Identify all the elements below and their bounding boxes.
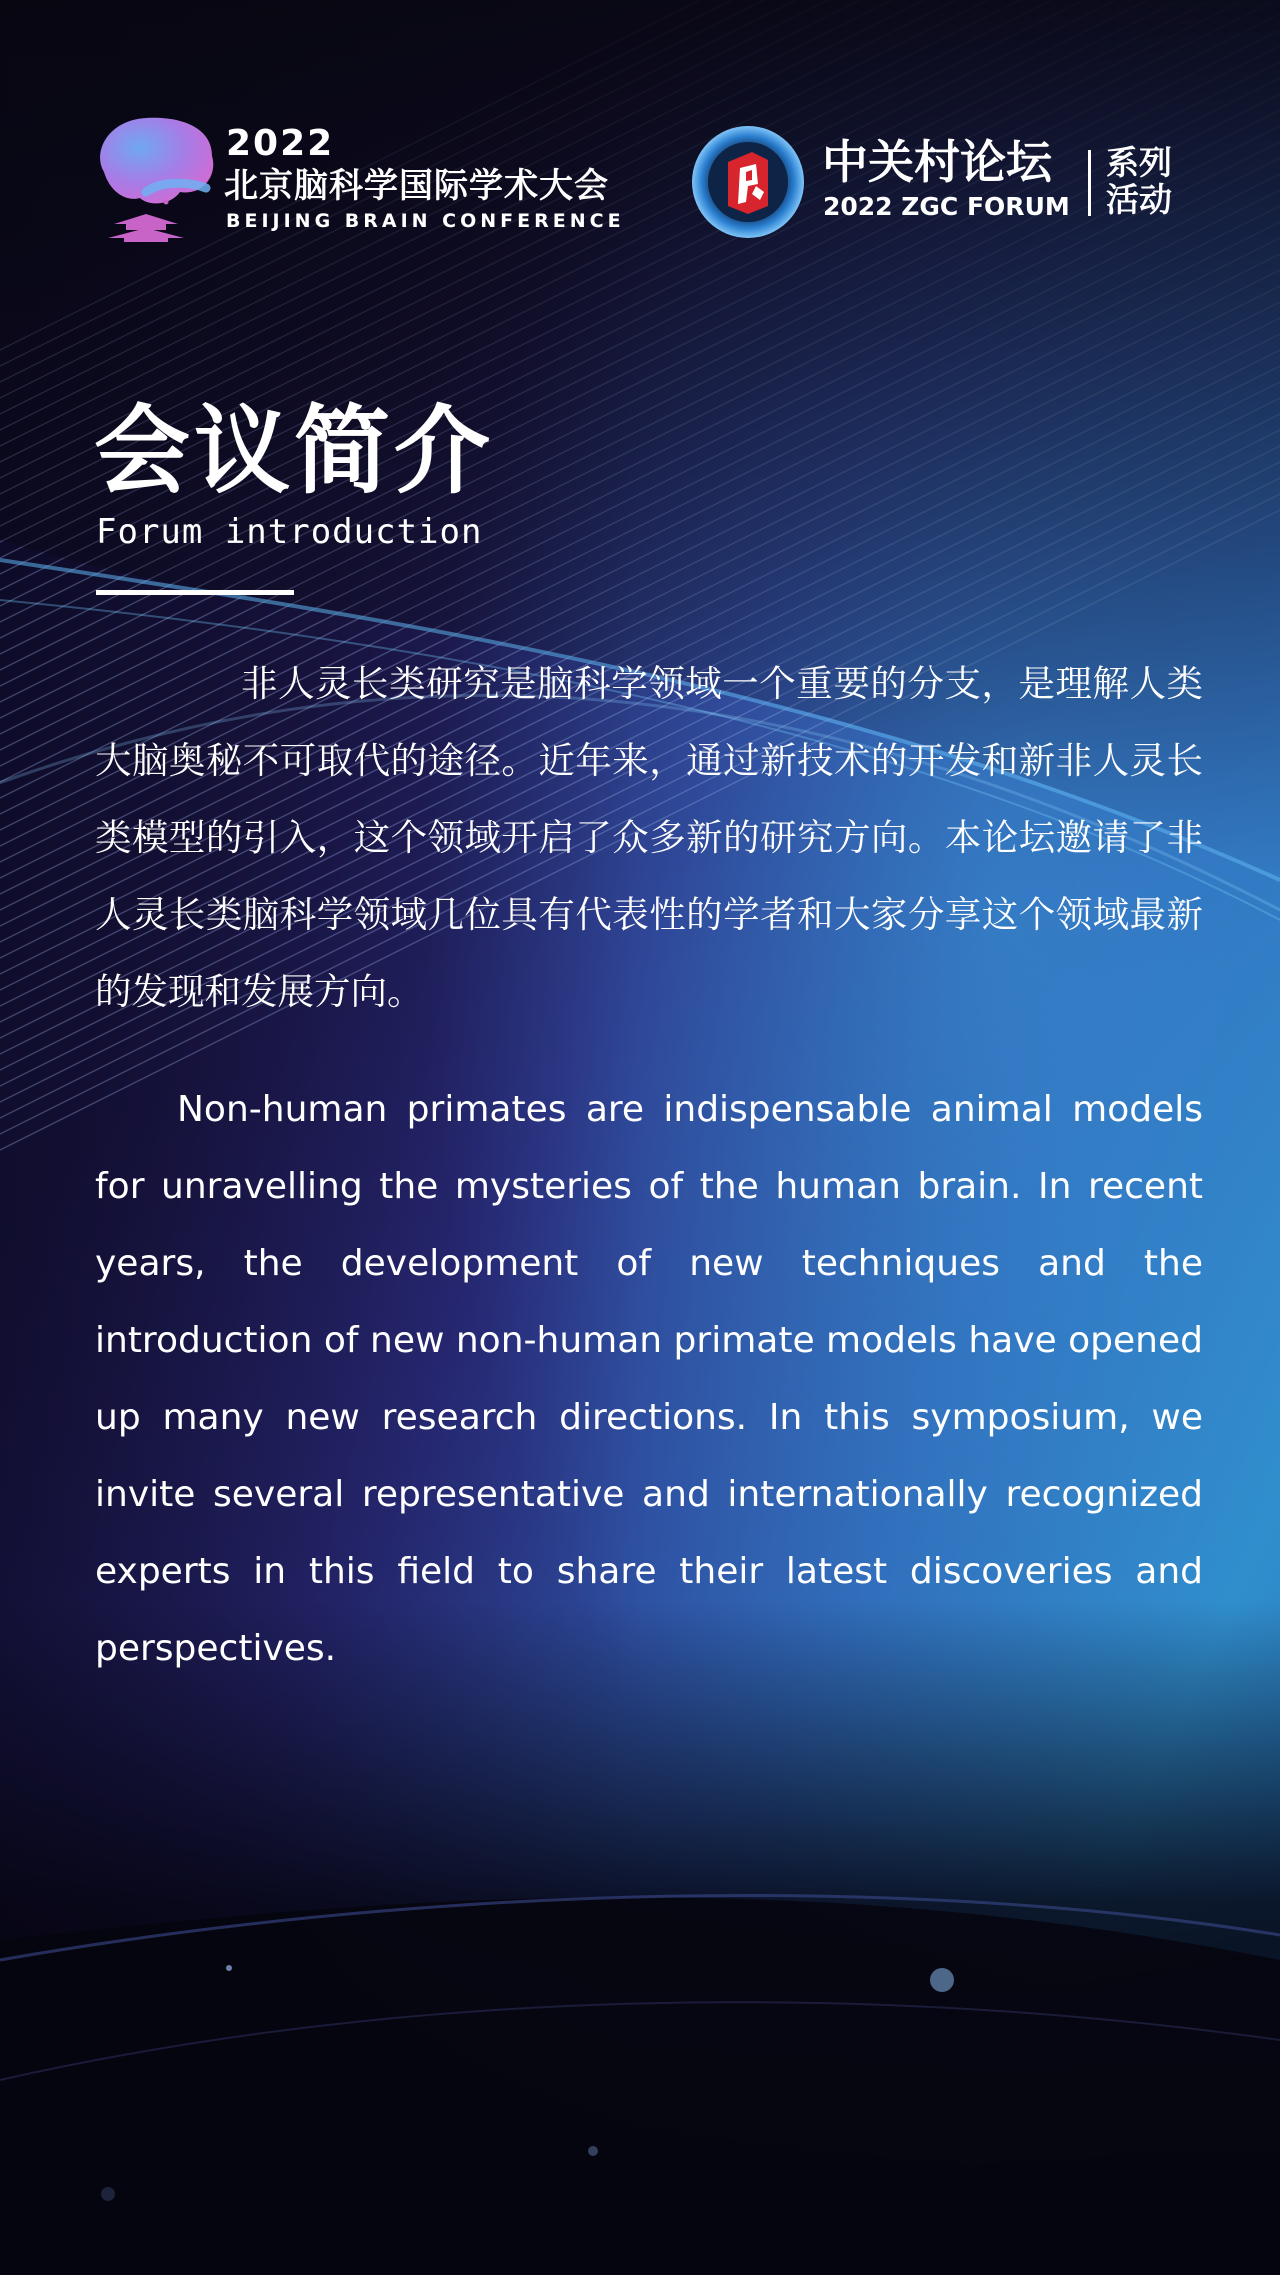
title-underline: [96, 590, 294, 595]
page-subtitle: Forum introduction: [96, 512, 483, 552]
conference-name-cn: 北京脑科学国际学术大会: [224, 166, 609, 206]
zgc-badge-icon: [690, 124, 806, 240]
zgc-divider: [1088, 150, 1091, 216]
conference-year: 2022: [226, 123, 335, 164]
zgc-forum-name-cn: 中关村论坛: [822, 135, 1052, 189]
intro-paragraph-en: Non-human primates are indispensable animal models for unravelling the mysteries of the human brain. In recent years, the development of new techniques and the introduction of new non-human primate models have opened up many new research directions. In this symposium, we invite several representative and internationally recognized experts in this field to share their latest discoveries and perspectives.: [95, 1089, 1203, 1669]
conference-name-en: BEIJING BRAIN CONFERENCE: [226, 210, 625, 232]
intro-paragraph-cn: 非人灵长类研究是脑科学领域一个重要的分支，是理解人类大脑奥秘不可取代的途径。近年来，通过新技术的开发和新非人灵长类模型的引入，这个领域开启了众多新的研究方向。本论坛邀请了非人灵长类脑科学领域几位具有代表性的学者和大家分享这个领域最新的发现和发展方向。: [95, 662, 1203, 1013]
page-title: 会议简介: [94, 395, 494, 507]
header-logos: [0, 0, 1280, 300]
zgc-series-label: 系列活动: [1106, 143, 1172, 219]
zgc-forum-name-en: 2022 ZGC FORUM: [823, 192, 1070, 221]
brain-temple-icon: [86, 112, 226, 242]
